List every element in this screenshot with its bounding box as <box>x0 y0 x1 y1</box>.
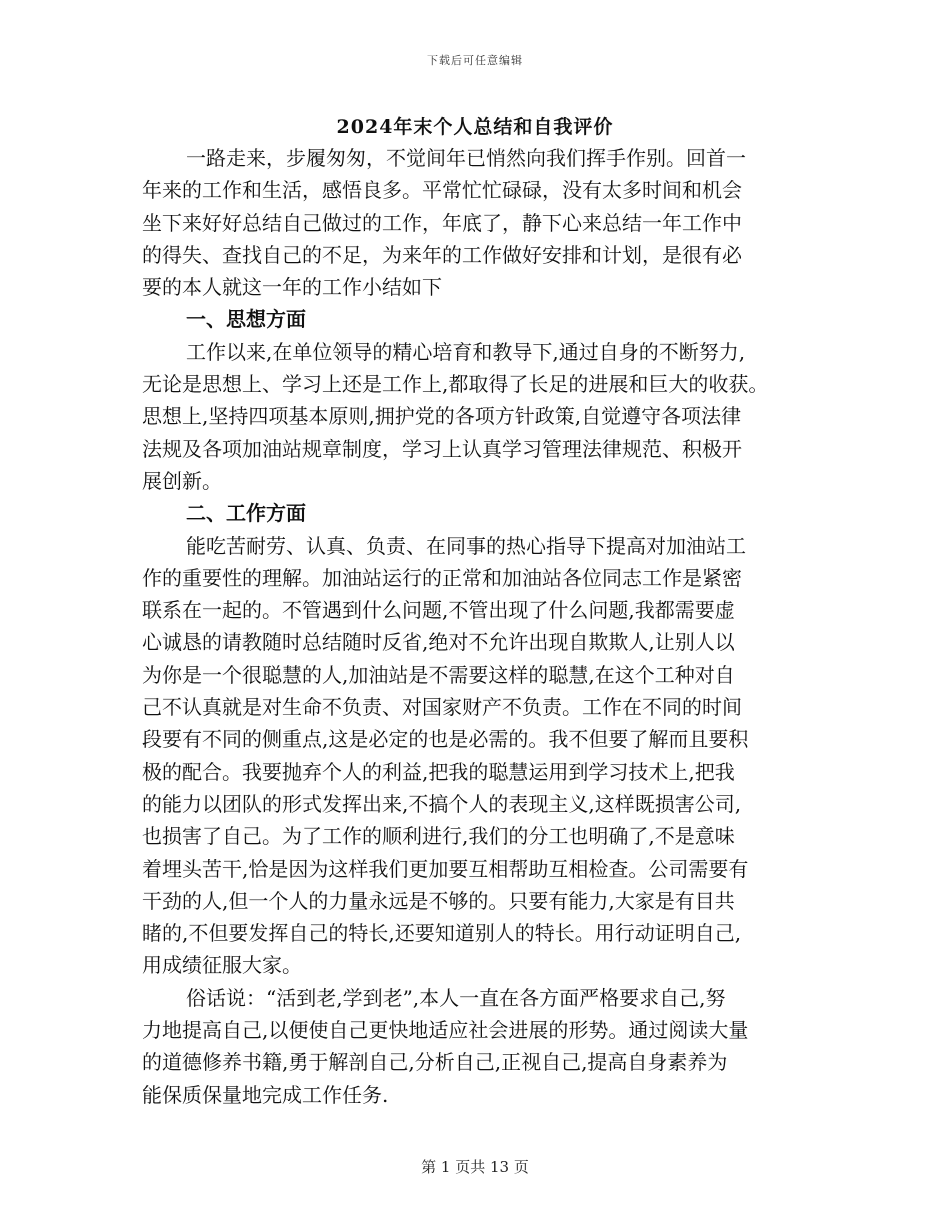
document-body <box>142 142 812 1111</box>
paragraph-line: 用成绩征服大家。 <box>142 953 302 978</box>
section-heading: 一、思想方面 <box>186 307 306 332</box>
section-heading: 二、工作方面 <box>186 501 306 526</box>
paragraph-line: 能吃苦耐劳、认真、负责、在同事的热心指导下提高对加油站工 <box>186 533 746 558</box>
paragraph-line: 的得失、查找自己的不足，为来年的工作做好安排和计划，是很有必 <box>142 242 742 267</box>
paragraph-line: 也损害了自己。为了工作的顺利进行,我们的分工也明确了,不是意味 <box>142 824 735 849</box>
paragraph-line: 法规及各项加油站规章制度，学习上认真学习管理法律规范、积极开 <box>142 436 742 461</box>
paragraph-line: 干劲的人,但一个人的力量永远是不够的。只要有能力,大家是有目共 <box>142 888 735 913</box>
page-number: 第 1 页共 13 页 <box>421 1158 529 1176</box>
paragraph-line: 着埋头苦干,恰是因为这样我们更加要互相帮助互相检查。公司需要有 <box>142 856 749 881</box>
paragraph-line: 心诚恳的请教随时总结随时反省,绝对不允许出现自欺欺人,让别人以 <box>142 630 735 655</box>
paragraph-line: 的能力以团队的形式发挥出来,不搞个人的表现主义,这样既损害公司, <box>142 791 742 816</box>
paragraph-line: 的道德修养书籍,勇于解剖自己,分析自己,正视自己,提高自身素养为 <box>142 1050 728 1075</box>
paragraph-line: 联系在一起的。不管遇到什么问题,不管出现了什么问题,我都需要虚 <box>142 598 735 623</box>
paragraph-line: 展创新。 <box>142 468 222 493</box>
paragraph-line: 己不认真就是对生命不负责、对国家财产不负责。工作在不同的时间 <box>142 695 742 720</box>
paragraph-line: 坐下来好好总结自己做过的工作，年底了，静下心来总结一年工作中 <box>142 210 742 235</box>
paragraph-line: 力地提高自己,以便使自己更快地适应社会进展的形势。通过阅读大量 <box>142 1018 749 1043</box>
paragraph-line: 能保质保量地完成工作任务. <box>142 1082 389 1107</box>
paragraph-line: 要的本人就这一年的工作小结如下 <box>142 275 442 300</box>
paragraph-line: 工作以来,在单位领导的精心培育和教导下,通过自身的不断努力, <box>186 339 746 364</box>
paragraph-line: 一路走来，步履匆匆，不觉间年已悄然向我们挥手作别。回首一 <box>186 146 746 170</box>
paragraph-line: 年来的工作和生活，感悟良多。平常忙忙碌碌，没有太多时间和机会 <box>142 178 742 203</box>
header-note: 下载后可任意编辑 <box>427 54 523 67</box>
document-title: 2024年末个人总结和自我评价 <box>336 116 614 138</box>
paragraph-line: 极的配合。我要抛弃个人的利益,把我的聪慧运用到学习技术上,把我 <box>142 759 735 784</box>
paragraph-line: 作的重要性的理解。加油站运行的正常和加油站各位同志工作是紧密 <box>142 565 742 590</box>
paragraph-line: 段要有不同的侧重点,这是必定的也是必需的。我不但要了解而且要积 <box>142 727 749 752</box>
paragraph-line: 思想上,坚持四项基本原则,拥护党的各项方针政策,自觉遵守各项法律 <box>142 404 742 429</box>
paragraph-line: 无论是思想上、学习上还是工作上,都取得了长足的进展和巨大的收获。 <box>142 372 769 397</box>
paragraph-line: 俗话说：“活到老,学到老”,本人一直在各方面严格要求自己,努 <box>186 985 726 1010</box>
paragraph-line: 睹的,不但要发挥自己的特长,还要知道别人的特长。用行动证明自己, <box>142 921 742 946</box>
paragraph-line: 为你是一个很聪慧的人,加油站是不需要这样的聪慧,在这个工种对自 <box>142 662 735 687</box>
